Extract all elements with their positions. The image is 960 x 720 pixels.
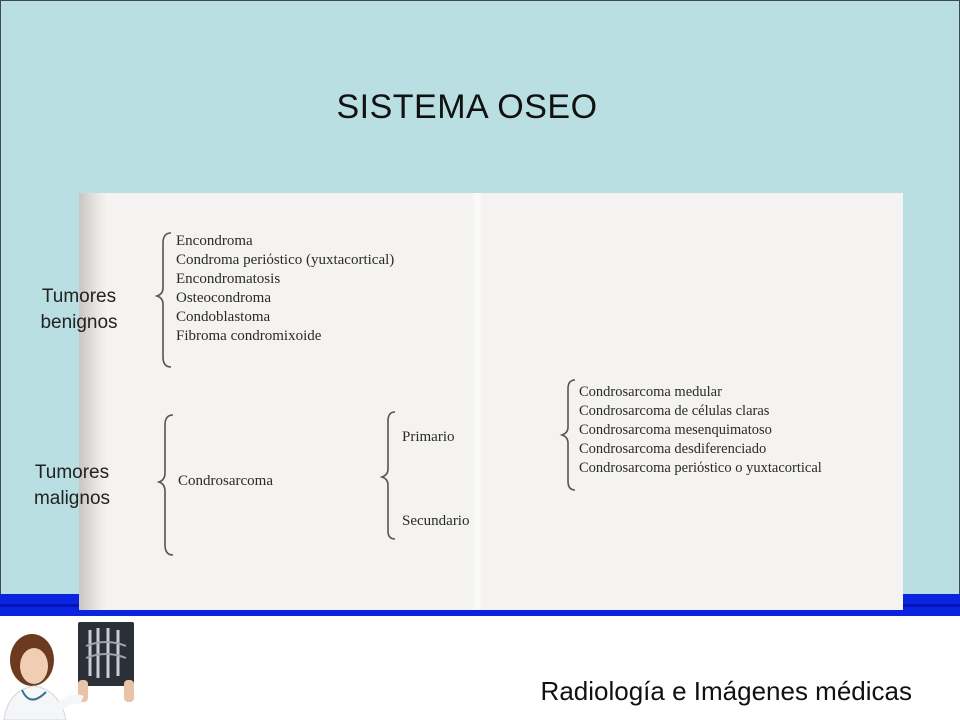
primario-term: Primario <box>402 429 455 445</box>
brace-benign <box>157 233 171 367</box>
list-item: Condrosarcoma periόstico o yuxtacortical <box>579 460 822 476</box>
list-item: Condrosarcoma mesenquimatoso <box>579 422 772 438</box>
secundario-term: Secundario <box>402 513 470 529</box>
scanned-figure <box>79 193 903 610</box>
doctor-xray-image <box>0 616 150 720</box>
list-item: Condrosarcoma medular <box>579 384 722 400</box>
footer-text: Radiología e Imágenes médicas <box>540 676 912 706</box>
list-item: Encondromatosis <box>176 271 281 287</box>
brace-malignant <box>159 415 173 555</box>
malignant-label: Tumores malignos <box>33 462 111 509</box>
benign-label: Tumores benignos <box>40 286 118 333</box>
list-item: Fibroma condromixoide <box>176 328 322 344</box>
list-item: Condrosarcoma de células claras <box>579 403 770 419</box>
slide-title: SISTEMA OSEO <box>336 88 598 126</box>
list-item: Encondroma <box>176 233 253 249</box>
condrosarcoma-term: Condrosarcoma <box>178 473 273 489</box>
brace-variants <box>562 380 575 490</box>
list-item: Condoblastoma <box>176 309 271 325</box>
list-item: Condrosarcoma desdiferenciado <box>579 441 767 457</box>
doctor-xray-photo <box>0 616 150 720</box>
brace-origin <box>382 412 395 539</box>
benign-list <box>176 232 394 346</box>
variant-list <box>579 383 822 478</box>
list-item: Osteocondroma <box>176 290 271 306</box>
list-item: Condroma periόstico (yuxtacortical) <box>176 252 395 268</box>
